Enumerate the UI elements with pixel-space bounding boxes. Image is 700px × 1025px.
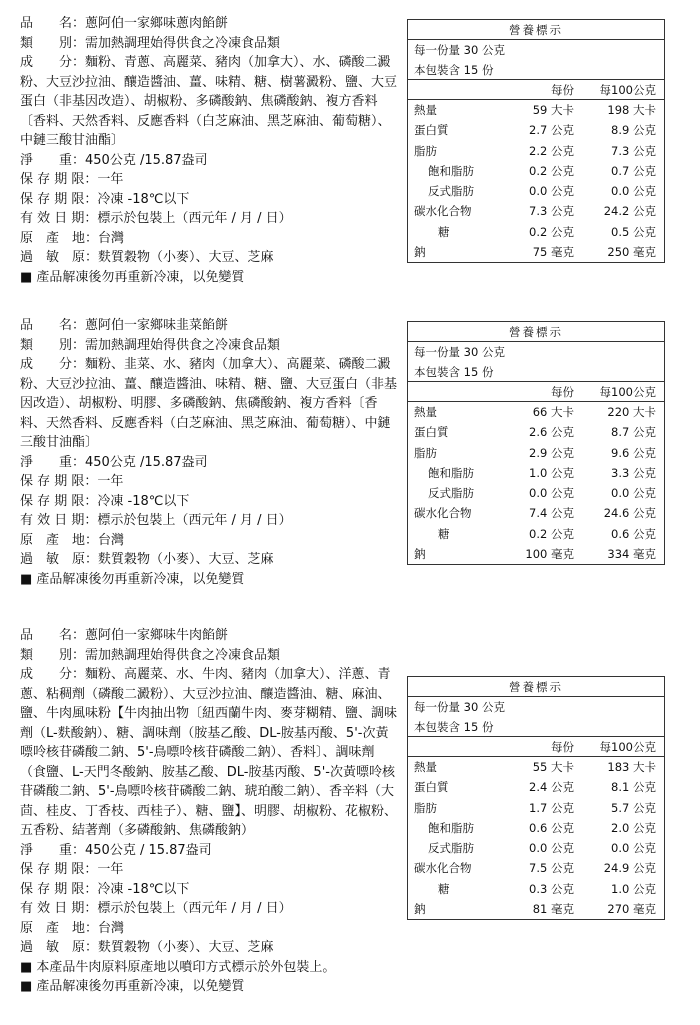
product-storage: 保 存 期 限：冷凍 -18℃以下 [20, 881, 190, 897]
nutrition-row-carbohydrate [408, 503, 664, 523]
product-net-weight: 淨 重：450公克 /15.87盎司 [20, 454, 208, 470]
nutrition-servings-per-pack: 本包裝含 15 份 [408, 362, 664, 382]
col-per-serving: 每份 [551, 83, 574, 97]
nutrition-row-trans-fat [408, 181, 664, 201]
row-per-serving: 2.2 公克 [529, 143, 574, 158]
nutrition-row-fat [408, 443, 664, 463]
product-info [20, 14, 400, 287]
product-net-weight: 淨 重：450公克 / 15.87盎司 [20, 842, 212, 858]
product-note: ■ 產品解凍後勿再重新冷凍，以免變質 [20, 269, 245, 285]
row-per-serving: 100 毫克 [525, 547, 574, 562]
row-per-serving: 75 毫克 [532, 245, 574, 260]
row-per-100g: 3.3 公克 [611, 465, 656, 480]
row-label: 鈉 [414, 547, 426, 562]
product-info [20, 316, 400, 589]
nutrition-row-sodium [408, 899, 664, 919]
nutrition-row-protein [408, 120, 664, 140]
row-per-100g: 2.0 公克 [611, 820, 656, 835]
row-per-100g: 7.3 公克 [611, 143, 656, 158]
product-info [20, 626, 400, 997]
row-per-serving: 7.3 公克 [529, 204, 574, 219]
row-label: 反式脂肪 [428, 486, 474, 501]
row-label: 熱量 [414, 103, 437, 117]
row-label: 鈉 [414, 902, 426, 917]
row-per-serving: 0.2 公克 [529, 526, 574, 541]
nutrition-serving-size: 每一份量 30 公克 [414, 43, 505, 57]
nutrition-row-saturated-fat [408, 463, 664, 483]
row-label: 碳水化合物 [414, 204, 472, 219]
row-per-100g: 0.0 公克 [611, 184, 656, 199]
product-category: 類 別：需加熱調理始得供食之冷凍食品類 [20, 647, 281, 663]
row-per-serving: 0.2 公克 [529, 224, 574, 239]
row-label: 脂肪 [414, 143, 437, 158]
row-per-serving: 0.0 公克 [529, 841, 574, 856]
nutrition-row-sugar [408, 222, 664, 242]
product-shelf-life: 保 存 期 限：一年 [20, 862, 124, 877]
nutrition-servings-per-pack: 本包裝含 15 份 [408, 60, 664, 80]
row-per-100g: 5.7 公克 [611, 800, 656, 815]
row-per-100g: 24.6 公克 [603, 506, 656, 521]
row-per-serving: 1.0 公克 [529, 465, 574, 480]
product-storage: 保 存 期 限：冷凍 -18℃以下 [20, 191, 190, 207]
row-per-serving: 7.4 公克 [529, 506, 574, 521]
nutrition-row-sodium [408, 242, 664, 262]
product-category: 類 別：需加熱調理始得供食之冷凍食品類 [20, 35, 281, 51]
row-label: 反式脂肪 [428, 184, 474, 199]
nutrition-header-row [408, 737, 664, 757]
row-label: 蛋白質 [414, 123, 449, 138]
nutrition-header-row [408, 382, 664, 402]
nutrition-row-energy [408, 402, 664, 422]
row-per-100g: 220 大卡 [607, 405, 656, 419]
product-ingredients: 成 分：麵粉、青蔥、高麗菜、豬肉（加拿大）、水、磷酸二澱粉、大豆沙拉油、釀造醬油、薑、味精、糖、樹薯澱粉、鹽、大豆蛋白（非基因改造）、胡椒粉、多磷酸鈉、焦磷酸鈉、複方香料〔香料、天然香料、反應香料（白芝麻油、黑芝麻油、葡萄糖）、中鏈三酸甘油酯〕 [20, 55, 398, 148]
row-label: 反式脂肪 [428, 841, 474, 856]
row-per-serving: 0.2 公克 [529, 163, 574, 178]
col-per-100g: 每100公克 [599, 83, 656, 97]
row-per-serving: 2.6 公克 [529, 425, 574, 440]
product-allergen: 過 敏 原：麩質穀物（小麥）、大豆、芝麻 [20, 552, 274, 567]
product-name: 品 名：蔥阿伯一家鄉味韭菜餡餅 [20, 318, 229, 333]
row-per-100g: 250 毫克 [607, 245, 656, 260]
nutrition-title: 營養標示 [408, 322, 664, 342]
row-label: 熱量 [414, 760, 437, 774]
product-note: ■ 產品解凍後勿再重新冷凍，以免變質 [20, 571, 245, 587]
nutrition-row-trans-fat [408, 483, 664, 503]
row-per-100g: 24.2 公克 [603, 204, 656, 219]
nutrition-table [407, 676, 665, 920]
nutrition-row-trans-fat [408, 838, 664, 858]
product-origin: 原 產 地：台灣 [20, 230, 125, 246]
row-label: 糖 [438, 224, 450, 239]
nutrition-row-energy [408, 100, 664, 120]
row-per-serving: 59 大卡 [532, 103, 574, 117]
row-per-serving: 1.7 公克 [529, 800, 574, 815]
product-name: 品 名：蔥阿伯一家鄉味蔥肉餡餅 [20, 16, 229, 31]
nutrition-row-sugar [408, 524, 664, 544]
row-per-100g: 9.6 公克 [611, 445, 656, 460]
nutrition-row-energy [408, 757, 664, 777]
product-note: ■ 本產品牛肉原料原產地以噴印方式標示於外包裝上。 [20, 959, 336, 975]
row-per-100g: 24.9 公克 [603, 861, 656, 876]
nutrition-table [407, 321, 665, 565]
nutrition-row-fat [408, 141, 664, 161]
row-label: 熱量 [414, 405, 437, 419]
col-per-100g: 每100公克 [599, 740, 656, 754]
product-origin: 原 產 地：台灣 [20, 920, 125, 936]
row-label: 脂肪 [414, 800, 437, 815]
row-per-100g: 1.0 公克 [611, 881, 656, 896]
row-per-serving: 2.4 公克 [529, 780, 574, 795]
row-per-100g: 198 大卡 [607, 103, 656, 117]
product-note: ■ 產品解凍後勿再重新冷凍，以免變質 [20, 979, 245, 994]
row-per-serving: 7.5 公克 [529, 861, 574, 876]
nutrition-title: 營養標示 [408, 677, 664, 697]
nutrition-title: 營養標示 [408, 20, 664, 40]
row-per-100g: 0.0 公克 [611, 486, 656, 501]
nutrition-table [407, 19, 665, 263]
product-origin: 原 產 地：台灣 [20, 532, 125, 548]
nutrition-row-fat [408, 798, 664, 818]
product-category: 類 別：需加熱調理始得供食之冷凍食品類 [20, 337, 281, 353]
row-per-serving: 81 毫克 [532, 902, 574, 917]
row-label: 鈉 [414, 245, 426, 260]
row-per-100g: 8.9 公克 [611, 123, 656, 138]
product-allergen: 過 敏 原：麩質穀物（小麥）、大豆、芝麻 [20, 250, 274, 265]
product-shelf-life: 保 存 期 限：一年 [20, 172, 124, 187]
row-per-100g: 270 毫克 [607, 902, 656, 917]
product-shelf-life: 保 存 期 限：一年 [20, 474, 124, 489]
nutrition-row-sodium [408, 544, 664, 564]
nutrition-row-saturated-fat [408, 161, 664, 181]
nutrition-servings-per-pack: 本包裝含 15 份 [408, 717, 664, 737]
nutrition-row-saturated-fat [408, 818, 664, 838]
row-label: 蛋白質 [414, 780, 449, 795]
col-per-serving: 每份 [551, 740, 574, 754]
row-per-100g: 8.1 公克 [611, 780, 656, 795]
product-storage: 保 存 期 限：冷凍 -18℃以下 [20, 493, 190, 509]
nutrition-row-carbohydrate [408, 201, 664, 221]
row-per-serving: 0.0 公克 [529, 184, 574, 199]
product-ingredients: 成 分：麵粉、高麗菜、水、牛肉、豬肉（加拿大）、洋蔥、青蔥、粘稠劑（磷酸二澱粉）、大豆沙拉油、釀造醬油、糖、麻油、鹽、牛肉風味粉【牛肉抽出物〔紐西蘭牛肉、麥芽糊精、鹽、調味劑（L-麩酸鈉）、糖、調味劑（胺基乙酸、DL-胺基丙酸、5'-次黃嘌呤核苷磷酸二鈉、5'-鳥嘌呤核苷磷酸二鈉）、香料〕、調味劑（食鹽、L-天門冬酸鈉、胺基乙酸、DL-胺基丙酸、5'-次黃嘌呤核苷磷酸二鈉、5'-鳥嘌呤核苷磷酸二鈉、琥珀酸二鈉）、香辛料（大茴、桂皮、丁香枝、西桂子）、糖、鹽】、明膠、胡椒粉、花椒粉、五香粉、結著劑（多磷酸鈉、焦磷酸鈉） [20, 667, 398, 838]
row-per-100g: 183 大卡 [607, 760, 656, 774]
row-label: 糖 [438, 881, 450, 896]
product-expiry: 有 效 日 期：標示於包裝上（西元年 / 月 / 日） [20, 513, 292, 528]
row-label: 飽和脂肪 [428, 820, 474, 835]
col-per-serving: 每份 [551, 385, 574, 399]
product-expiry: 有 效 日 期：標示於包裝上（西元年 / 月 / 日） [20, 901, 292, 916]
nutrition-row-carbohydrate [408, 858, 664, 878]
row-label: 脂肪 [414, 445, 437, 460]
row-per-100g: 0.5 公克 [611, 224, 656, 239]
row-per-serving: 2.7 公克 [529, 123, 574, 138]
nutrition-row-protein [408, 422, 664, 442]
row-per-100g: 8.7 公克 [611, 425, 656, 440]
product-ingredients: 成 分：麵粉、韭菜、水、豬肉（加拿大）、高麗菜、磷酸二澱粉、大豆沙拉油、薑、釀造醬油、味精、糖、鹽、大豆蛋白（非基因改造）、胡椒粉、明膠、多磷酸鈉、焦磷酸鈉、複方香料〔香料、天然香料、反應香料（白芝麻油、黑芝麻油、葡萄糖）、中鏈三酸甘油酯〕 [20, 357, 398, 450]
row-label: 飽和脂肪 [428, 465, 474, 480]
product-net-weight: 淨 重：450公克 /15.87盎司 [20, 152, 208, 168]
row-per-serving: 0.6 公克 [529, 820, 574, 835]
row-per-100g: 334 毫克 [607, 547, 656, 562]
row-per-serving: 0.0 公克 [529, 486, 574, 501]
nutrition-row-sugar [408, 879, 664, 899]
nutrition-header-row [408, 80, 664, 100]
product-expiry: 有 效 日 期：標示於包裝上（西元年 / 月 / 日） [20, 211, 292, 226]
row-label: 飽和脂肪 [428, 163, 474, 178]
product-allergen: 過 敏 原：麩質穀物（小麥）、大豆、芝麻 [20, 940, 274, 955]
product-name: 品 名：蔥阿伯一家鄉味牛肉餡餅 [20, 628, 229, 643]
nutrition-serving-size: 每一份量 30 公克 [414, 345, 505, 359]
row-label: 糖 [438, 526, 450, 541]
row-label: 碳水化合物 [414, 506, 472, 521]
row-per-100g: 0.6 公克 [611, 526, 656, 541]
row-label: 碳水化合物 [414, 861, 472, 876]
row-per-serving: 55 大卡 [532, 760, 574, 774]
row-per-serving: 66 大卡 [532, 405, 574, 419]
nutrition-serving-size: 每一份量 30 公克 [414, 700, 505, 714]
row-per-serving: 0.3 公克 [529, 881, 574, 896]
row-per-serving: 2.9 公克 [529, 445, 574, 460]
col-per-100g: 每100公克 [599, 385, 656, 399]
row-per-100g: 0.7 公克 [611, 163, 656, 178]
row-per-100g: 0.0 公克 [611, 841, 656, 856]
nutrition-row-protein [408, 777, 664, 797]
row-label: 蛋白質 [414, 425, 449, 440]
